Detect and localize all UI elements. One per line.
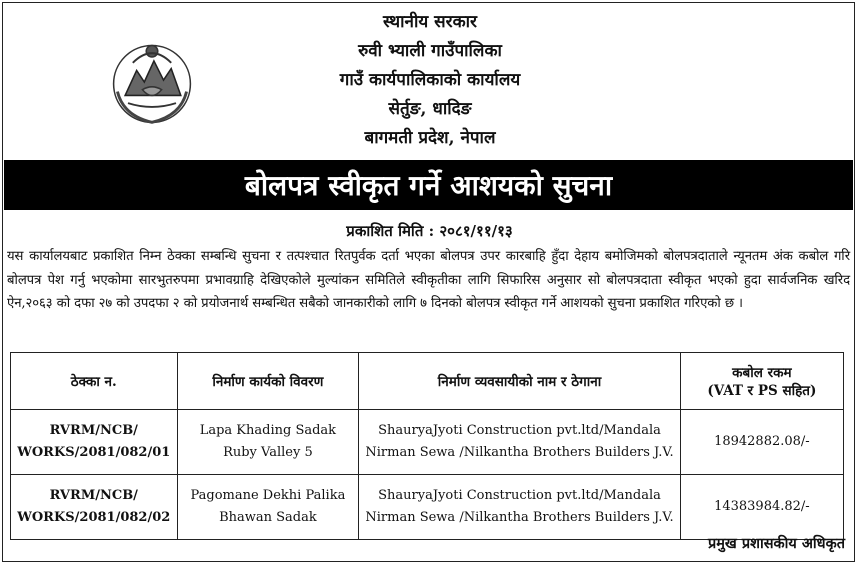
contract-no-line2: WORKS/2081/082/02 [17,510,171,525]
cell-work-description [177,410,359,475]
work-description-line1: Pagomane Dekhi Palika [190,488,346,503]
cell-work-description [177,475,359,540]
header-line-province: बागमती प्रदेश, नेपाल [364,128,496,148]
contractor-line2: Nirman Sewa /Nilkantha Brothers Builders J.V. [365,510,674,525]
header-contract-no: ठेक्का न. [11,353,178,410]
work-description-line2: Ruby Valley 5 [223,445,313,460]
contract-no-line2: WORKS/2081/082/01 [17,445,171,460]
header-bid-amount [680,353,843,410]
header-line-municipality: रुवी भ्याली गाउँपालिका [358,41,502,61]
contractor-line2: Nirman Sewa /Nilkantha Brothers Builders J.V. [365,445,674,460]
work-description-line1: Lapa Khading Sadak [199,423,337,438]
notice-title: बोलपत्र स्वीकृत गर्ने आशयको सुचना [244,169,613,202]
cell-contract-no [11,410,178,475]
header-line-location: सेर्तुङ, धादिङ [388,99,472,119]
header-contractor: निर्माण व्यवसायीको नाम र ठेगाना [359,353,681,410]
cell-contract-no [11,475,178,540]
header-bid-amount-label: कबोल रकम [732,365,792,381]
header-line-government: स्थानीय सरकार [382,12,477,32]
header-bid-amount-sub: (VAT र PS सहित) [707,383,817,399]
cell-contractor [359,475,681,540]
cell-bid-amount: 18942882.08/- [680,410,843,475]
contract-no-line1: RVRM/NCB/ [49,423,138,438]
signatory-title: प्रमुख प्रशासकीय अधिकृत [708,535,845,552]
contractor-line1: ShauryaJyoti Construction pvt.ltd/Mandala [378,423,661,438]
cell-contractor [359,410,681,475]
table-row [11,475,844,540]
bid-table [10,352,844,540]
cell-bid-amount: 14383984.82/- [680,475,843,540]
table-header-row [11,353,844,410]
contractor-line1: ShauryaJyoti Construction pvt.ltd/Mandala [378,488,661,503]
office-header [200,8,660,153]
notice-paragraph: यस कार्यालयबाट प्रकाशित निम्न ठेक्का सम्बन्धि सुचना र तत्पश्चात रितपुर्वक दर्ता भएका बोलपत्र उपर कारबाहि हुँदा देहाय बमोजिमको बोलपत्रदाताले न्यूनतम अंक कबोल गरि बोलपत्र पेश गर्नु भएकोमा सारभुतरुपमा प्रभावग्राहि देखिएकोले मुल्यांकन समितिले स्वीकृतीका लागि सिफारिस अनुसार सो बोलपत्रदाता स्वीकृत भएको हुदा सार्वजनिक खरिद ऐन,२०६३ को दफा २७ को उपदफा २ को प्रयोजनार्थ सम्बन्धित सबैको जानकारीको लागि ७ दिनको बोलपत्र स्वीकृत गर्ने आशयको सुचना प्रकाशित गरिएको छ । [7,249,850,311]
notice-title-banner [4,160,853,210]
publication-date: प्रकाशित मिति : २०८१/११/१३ [346,222,513,240]
header-work-description: निर्माण कार्यको विवरण [177,353,359,410]
contract-no-line1: RVRM/NCB/ [49,488,138,503]
table-row [11,410,844,475]
nepal-government-emblem-icon [104,34,200,130]
header-line-office: गाउँ कार्यपालिकाको कार्यालय [339,70,521,90]
work-description-line2: Bhawan Sadak [219,510,317,525]
